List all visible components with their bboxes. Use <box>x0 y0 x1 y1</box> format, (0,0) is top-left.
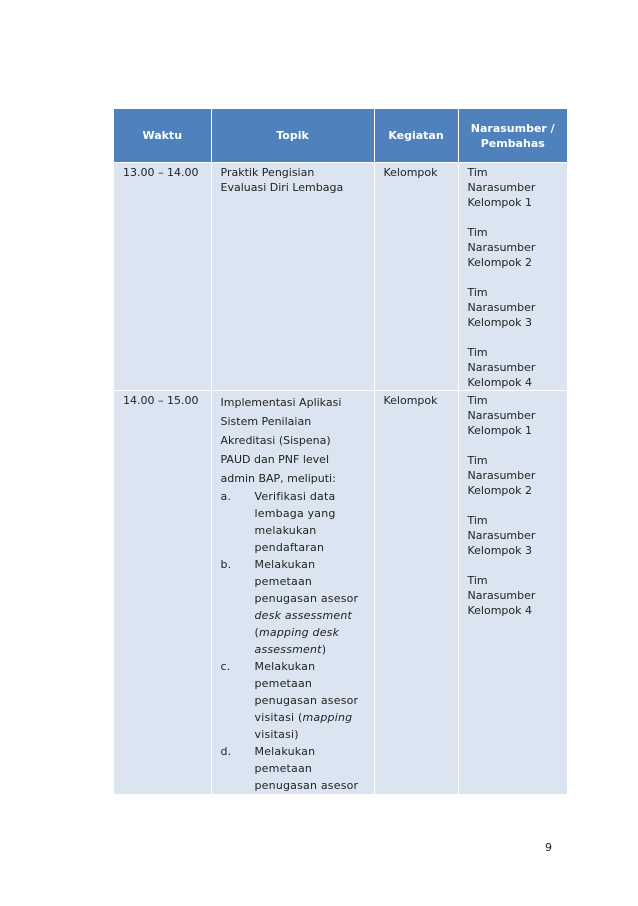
speaker-line: Kelompok 1 <box>467 424 533 437</box>
speaker-group <box>468 345 562 390</box>
speaker-line: Tim <box>467 454 488 467</box>
time-cell: 14.00 – 15.00 <box>114 391 211 795</box>
header-topik: Topik <box>211 109 374 163</box>
activity-cell: Kelompok <box>374 163 458 391</box>
italic-text-run: desk assessment <box>254 609 353 622</box>
text-run: Melakukan pemetaan penugasan asesor <box>254 558 359 605</box>
speaker-line: Narasumber <box>467 301 536 314</box>
italic-text-run: mapping desk assessment <box>254 626 340 656</box>
topic-subitem <box>221 743 368 794</box>
schedule-table <box>114 109 567 794</box>
topic-line: Evaluasi Diri Lembaga <box>220 181 344 194</box>
speaker-group <box>468 393 562 438</box>
table-row <box>114 391 567 795</box>
speaker-line: Narasumber <box>467 241 536 254</box>
speaker-line: Tim <box>467 394 488 407</box>
topic-line: Akreditasi (Sispena) <box>220 434 331 447</box>
topic-sublist <box>221 488 368 794</box>
header-waktu: Waktu <box>114 109 211 163</box>
text-run: Verifikasi data lembaga yang melakukan pendaftaran <box>254 490 336 554</box>
speaker-group <box>468 285 562 330</box>
speaker-line: Kelompok 2 <box>467 484 533 497</box>
speaker-group <box>468 453 562 498</box>
speaker-line: Kelompok 2 <box>467 256 533 269</box>
topic-cell <box>211 163 374 391</box>
text-run: Melakukan pemetaan penugasan asesor <box>254 745 359 792</box>
subitem-text <box>255 743 368 794</box>
speaker-group <box>468 165 562 210</box>
header-kegiatan: Kegiatan <box>374 109 458 163</box>
subitem-letter: b. <box>220 558 232 571</box>
page-number: 9 <box>545 841 552 854</box>
speaker-line: Narasumber <box>467 181 536 194</box>
table-header <box>114 109 567 163</box>
speaker-line: Kelompok 4 <box>467 376 533 389</box>
italic-text-run: mapping <box>302 711 353 724</box>
header-row <box>114 109 567 163</box>
table-row <box>114 163 567 391</box>
subitem-letter: a. <box>220 490 232 503</box>
speaker-line: Kelompok 4 <box>467 604 533 617</box>
subitem-letter: d. <box>220 745 232 758</box>
text-run: ) <box>321 643 327 656</box>
topic-line: PAUD dan PNF level <box>220 453 330 466</box>
speaker-line: Tim <box>467 574 488 587</box>
speaker-line: Tim <box>467 346 488 359</box>
topic-line: Praktik Pengisian <box>220 166 315 179</box>
subitem-text <box>255 556 368 658</box>
text-run: ( <box>254 626 259 639</box>
speaker-line: Narasumber <box>467 409 536 422</box>
speaker-line: Tim <box>467 166 488 179</box>
header-narasumber: Narasumber / Pembahas <box>458 109 567 163</box>
topic-subitem <box>221 556 368 658</box>
table-body <box>114 163 567 795</box>
speaker-line: Tim <box>467 286 488 299</box>
speaker-line: Kelompok 3 <box>467 316 533 329</box>
subitem-letter: c. <box>220 660 231 673</box>
speaker-group <box>468 513 562 558</box>
speaker-cell <box>458 391 567 795</box>
speaker-line: Tim <box>467 514 488 527</box>
topic-subitem <box>221 488 368 556</box>
speaker-line: Narasumber <box>467 361 536 374</box>
speaker-line: Narasumber <box>467 589 536 602</box>
text-run: Melakukan pemetaan penugasan asesor visitasi ( <box>254 660 359 724</box>
activity-cell: Kelompok <box>374 391 458 795</box>
topic-cell <box>211 391 374 795</box>
speaker-cell <box>458 163 567 391</box>
speaker-line: Kelompok 1 <box>467 196 533 209</box>
topic-subitem <box>221 658 368 743</box>
time-cell: 13.00 – 14.00 <box>114 163 211 391</box>
speaker-line: Kelompok 3 <box>467 544 533 557</box>
subitem-text <box>255 488 368 556</box>
subitem-text <box>255 658 368 743</box>
speaker-line: Narasumber <box>467 469 536 482</box>
speaker-line: Narasumber <box>467 529 536 542</box>
speaker-group <box>468 573 562 618</box>
topic-line: Sistem Penilaian <box>220 415 312 428</box>
topic-line: Implementasi Aplikasi <box>220 396 342 409</box>
topic-line: admin BAP, meliputi: <box>220 472 336 485</box>
speaker-group <box>468 225 562 270</box>
speaker-line: Tim <box>467 226 488 239</box>
topic-intro <box>221 393 368 488</box>
text-run: visitasi) <box>254 728 299 741</box>
